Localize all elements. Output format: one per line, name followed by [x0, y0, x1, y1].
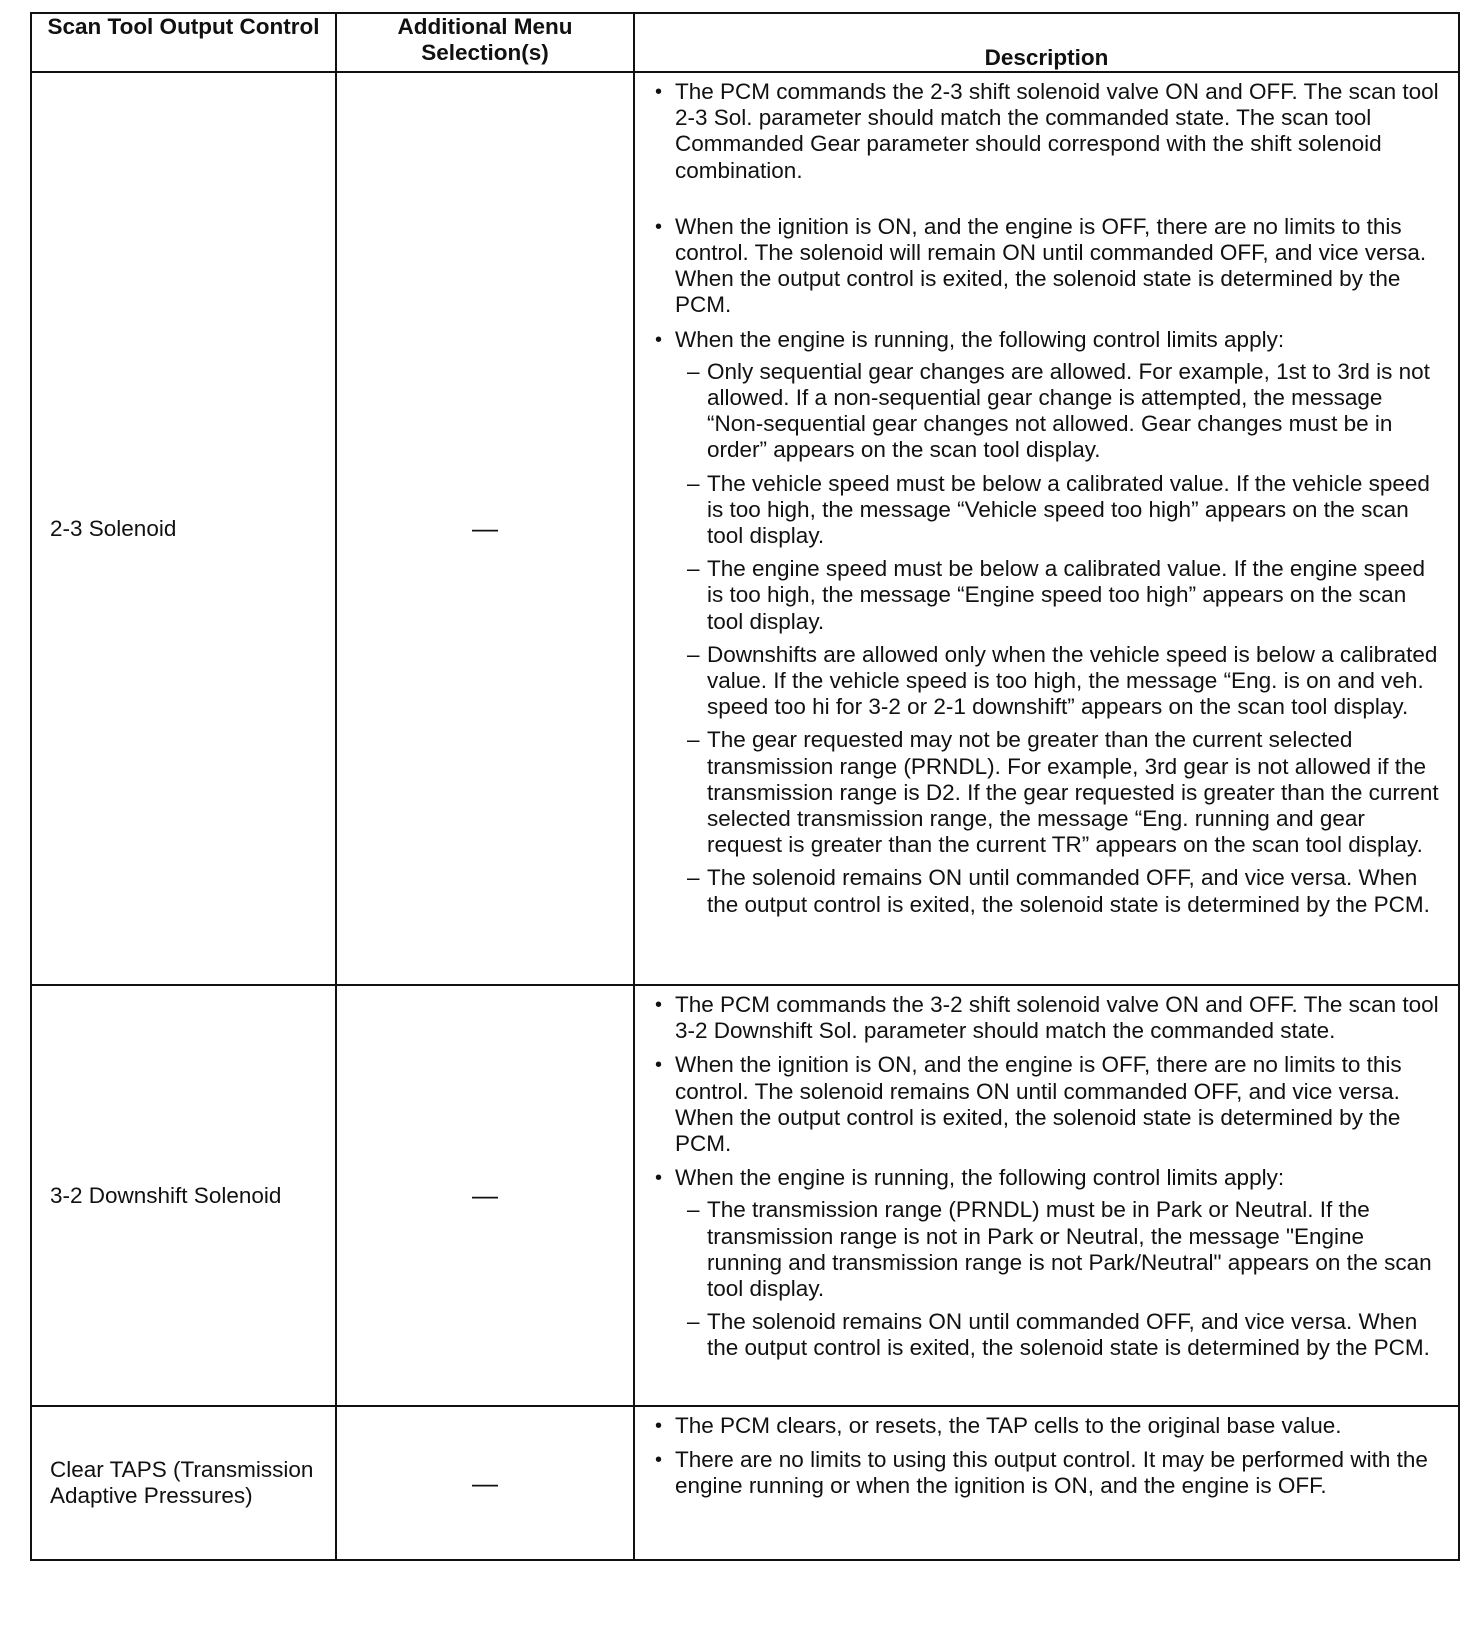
- control-name: 3-2 Downshift Solenoid: [31, 985, 336, 1406]
- bullet-text: When the engine is running, the following control limits apply:: [675, 326, 1285, 352]
- bullet-text: When the engine is running, the following control limits apply:: [675, 1165, 1285, 1191]
- table-row-clear-taps: [31, 1406, 1459, 1560]
- header-output-control: Scan Tool Output Control: [31, 13, 336, 72]
- control-limits-list: [675, 359, 1444, 918]
- description-bullet: • The PCM commands the 3-2 shift solenoid valve ON and OFF. The scan tool 3-2 Downshift Sol. parameter should match the commanded state.: [651, 992, 1444, 1044]
- description-bullet: [651, 1165, 1444, 1361]
- description-bullets: [651, 79, 1444, 918]
- header-additional-menu: Additional Menu Selection(s): [336, 13, 634, 72]
- control-limit-item: – The solenoid remains ON until commanded OFF, and vice versa. When the output control is exited, the solenoid state is determined by the PCM.: [675, 865, 1444, 917]
- description-bullet: • There are no limits to using this output control. It may be performed with the engine running or when the ignition is ON, and the engine is OFF.: [651, 1447, 1444, 1499]
- description-bullets: [651, 992, 1444, 1362]
- description-cell: [634, 985, 1459, 1406]
- control-name: Clear TAPS (Transmission Adaptive Pressures): [31, 1406, 336, 1560]
- output-control-table: [30, 12, 1460, 1561]
- control-name: 2-3 Solenoid: [31, 72, 336, 985]
- control-limit-item: – Only sequential gear changes are allowed. For example, 1st to 3rd is not allowed. If a non-sequential gear change is attempted, the message “Non-sequential gear changes not allowed. Gear changes must be in order” appears on the scan tool display.: [675, 359, 1444, 464]
- description-bullets: [651, 1413, 1444, 1500]
- header-row: [31, 13, 1459, 72]
- control-limits-list: [675, 1197, 1444, 1361]
- description-bullet: [651, 327, 1444, 918]
- control-limit-item: – The engine speed must be below a calibrated value. If the engine speed is too high, the message “Engine speed too high” appears on the scan tool display.: [675, 556, 1444, 635]
- description-cell: [634, 72, 1459, 985]
- menu-selection: —: [336, 1406, 634, 1560]
- description-bullet: • The PCM clears, or resets, the TAP cells to the original base value.: [651, 1413, 1444, 1439]
- description-bullet: • When the ignition is ON, and the engine is OFF, there are no limits to this control. The solenoid will remain ON until commanded OFF, and vice versa. When the output control is exited, the solenoid state is determined by the PCM.: [651, 214, 1444, 319]
- control-limit-item: – The transmission range (PRNDL) must be in Park or Neutral. If the transmission range is not in Park or Neutral, the message "Engine running and transmission range is not Park/Neutral" appears on the scan tool display.: [675, 1197, 1444, 1302]
- table-row-3-2-downshift-solenoid: [31, 985, 1459, 1406]
- description-cell: [634, 1406, 1459, 1560]
- control-limit-item: – The vehicle speed must be below a calibrated value. If the vehicle speed is too high, the message “Vehicle speed too high” appears on the scan tool display.: [675, 471, 1444, 550]
- menu-selection: —: [336, 985, 634, 1406]
- document-page: [30, 12, 1458, 1561]
- control-limit-item: – Downshifts are allowed only when the vehicle speed is below a calibrated value. If the vehicle speed is too high, the message “Eng. is on and veh. speed too hi for 3-2 or 2-1 downshift” appears on the scan tool display.: [675, 642, 1444, 721]
- menu-selection: —: [336, 72, 634, 985]
- control-limit-item: – The gear requested may not be greater than the current selected transmission range (PRNDL). For example, 3rd gear is not allowed if the transmission range is D2. If the gear requested is greater than the current selected transmission range, the message “Eng. running and gear request is greater than the current TR” appears on the scan tool display.: [675, 727, 1444, 858]
- control-limit-item: – The solenoid remains ON until commanded OFF, and vice versa. When the output control is exited, the solenoid state is determined by the PCM.: [675, 1309, 1444, 1361]
- description-bullet: • The PCM commands the 2-3 shift solenoid valve ON and OFF. The scan tool 2-3 Sol. parameter should match the commanded state. The scan tool Commanded Gear parameter should correspond with the shift solenoid combination.: [651, 79, 1444, 184]
- description-bullet: • When the ignition is ON, and the engine is OFF, there are no limits to this control. The solenoid remains ON until commanded OFF, and vice versa. When the output control is exited, the solenoid state is determined by the PCM.: [651, 1052, 1444, 1157]
- header-description: Description: [634, 13, 1459, 72]
- table-row-2-3-solenoid: [31, 72, 1459, 985]
